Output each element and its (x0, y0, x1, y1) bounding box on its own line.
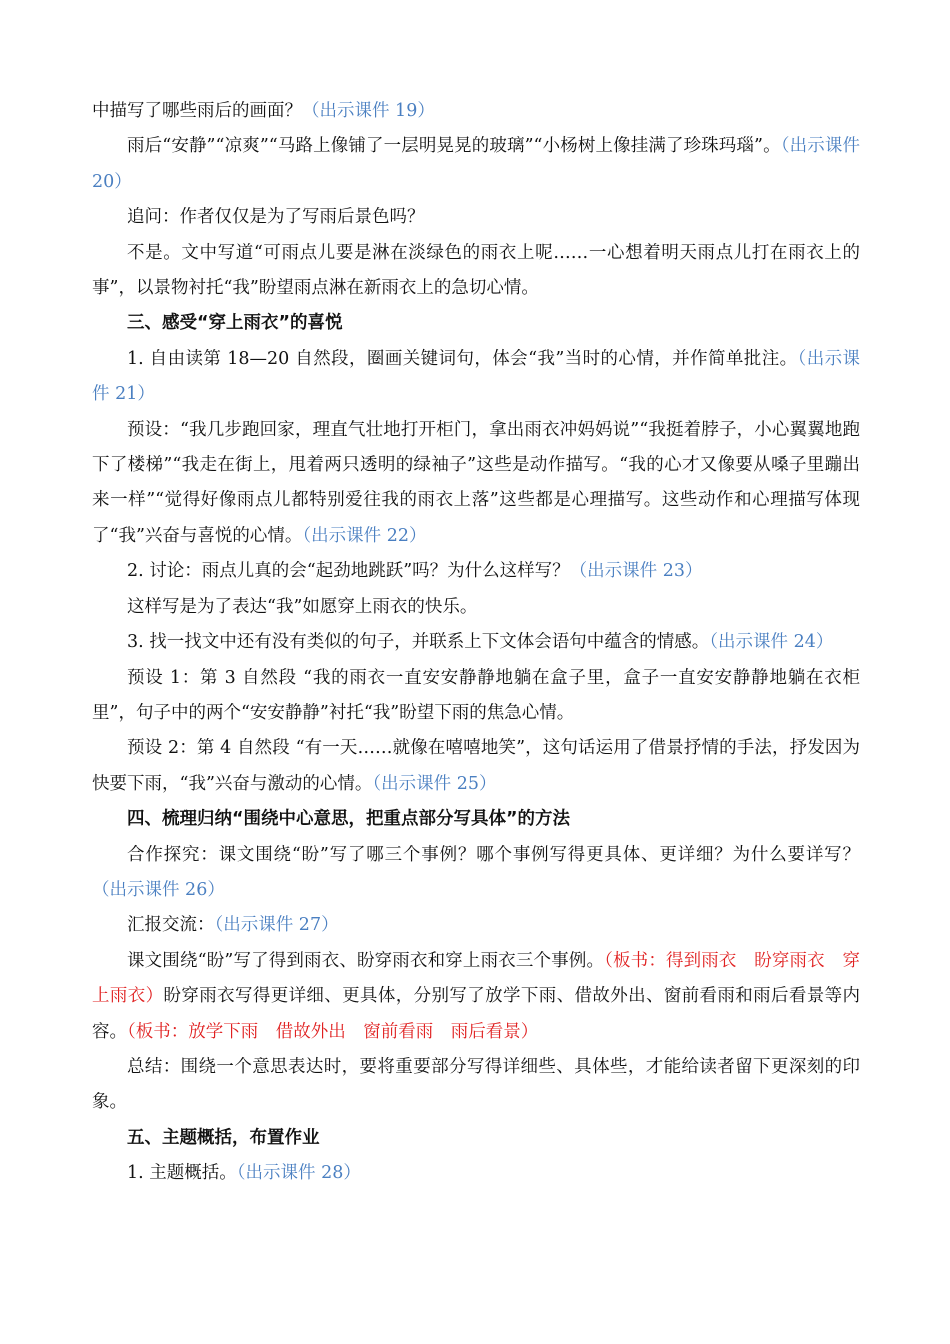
courseware-note: （出示课件 20） (92, 136, 860, 192)
courseware-note: （出示课件 24） (709, 632, 834, 653)
paragraph (92, 908, 860, 943)
paragraph (92, 1156, 860, 1191)
paragraph-text: 预设：“我几步跑回家，理直气壮地打开柜门，拿出雨衣冲妈妈说”“我挺着脖子，小心翼翼地跑下了楼梯”“我走在街上，甩着两只透明的绿袖子”这些是动作描写。“我的心才又像要从嗓子里蹦出来一样”“觉得好像雨点儿都特别爱往我的雨衣上落”这些都是心理描写。这些动作和心理描写体现了“我”兴奋与喜悦的心情。 (92, 419, 860, 546)
paragraph-text: 合作探究：课文围绕“盼”写了哪三个事例？哪个事例写得更具体、更详细？为什么要详写？ (127, 844, 860, 865)
paragraph-text: 课文围绕“盼”写了得到雨衣、盼穿雨衣和穿上雨衣三个事例。 (127, 950, 605, 971)
paragraph-text: 1. 主题概括。 (127, 1163, 237, 1184)
courseware-note: （出示课件 21） (92, 348, 861, 405)
paragraph-text: 预设 2：第 4 自然段 “有一天……就像在嘻嘻地笑”，这句话运用了借景抒情的手法，抒发因为快要下雨，“我”兴奋与激动的心情。 (92, 738, 860, 794)
section-heading: 四、梳理归纳“围绕中心意思，把重点部分写具体”的方法 (127, 809, 571, 830)
paragraph-text: 1. 自由读第 18—20 自然段，圈画关键词句，体会“我”当时的心情，并作简单批注。 (127, 348, 798, 369)
paragraph (92, 625, 860, 660)
paragraph (92, 236, 860, 307)
paragraph-text: 追问：作者仅仅是为了写雨后景色吗？ (127, 207, 425, 228)
paragraph (92, 1050, 860, 1121)
paragraph (92, 661, 860, 732)
paragraph-text: 雨后“安静”“凉爽”“马路上像铺了一层明晃晃的玻璃”“小杨树上像挂满了珍珠玛瑙”。 (127, 136, 781, 157)
courseware-note: （出示课件 26） (92, 879, 225, 900)
paragraph (92, 342, 860, 413)
courseware-note: （出示课件 27） (214, 915, 339, 936)
paragraph (92, 413, 860, 555)
blackboard-note: （板书：放学下雨 借故外出 窗前看雨 雨后看景） (127, 1021, 539, 1042)
paragraph-text: 预设 1：第 3 自然段 “我的雨衣一直安安静静地躺在盒子里，盒子一直安安静静地躺在衣柜里”，句子中的两个“安安静静”衬托“我”盼望下雨的焦急心情。 (92, 667, 860, 723)
paragraph (92, 944, 860, 1050)
blackboard-note: （板书：得到雨衣 盼穿雨衣 穿上雨衣） (92, 950, 860, 1007)
paragraph-text: 2. 讨论：雨点儿真的会“起劲地跳跃”吗？为什么这样写？ (127, 561, 570, 582)
paragraph-text: 这样写是为了表达“我”如愿穿上雨衣的快乐。 (127, 596, 478, 617)
paragraph (92, 838, 860, 909)
courseware-note: （出示课件 23） (569, 561, 703, 582)
paragraph-text: 不是。文中写道“可雨点儿要是淋在淡绿色的雨衣上呢……一心想着明天雨点儿打在雨衣上的事”，以景物衬托“我”盼望雨点淋在新雨衣上的急切心情。 (92, 242, 860, 299)
courseware-note: （出示课件 22） (302, 525, 427, 546)
paragraph (92, 200, 860, 235)
paragraph-text: 中描写了哪些雨后的画面？ (92, 101, 302, 121)
paragraph-text: 3. 找一找文中还有没有类似的句子，并联系上下文体会语句中蕴含的情感。 (127, 632, 710, 653)
paragraph-text: 汇报交流： (127, 915, 215, 936)
paragraph-text: 盼穿雨衣写得更详细、更具体，分别写了放学下雨、借故外出、窗前看雨和雨后看景等内容。 (92, 986, 861, 1042)
courseware-note: （出示课件 28） (236, 1163, 361, 1184)
paragraph (92, 94, 860, 129)
courseware-note: （出示课件 25） (372, 773, 497, 794)
paragraph (92, 590, 860, 625)
paragraph (92, 129, 860, 200)
section-heading: 五、主题概括，布置作业 (127, 1127, 320, 1148)
document-body (92, 94, 860, 1192)
paragraph (92, 731, 860, 802)
paragraph-text: 总结：围绕一个意思表达时，要将重要部分写得详细些、具体些，才能给读者留下更深刻的印象。 (92, 1056, 860, 1113)
paragraph (92, 554, 860, 589)
section-heading: 三、感受“穿上雨衣”的喜悦 (127, 313, 343, 334)
courseware-note: （出示课件 19） (302, 101, 435, 121)
